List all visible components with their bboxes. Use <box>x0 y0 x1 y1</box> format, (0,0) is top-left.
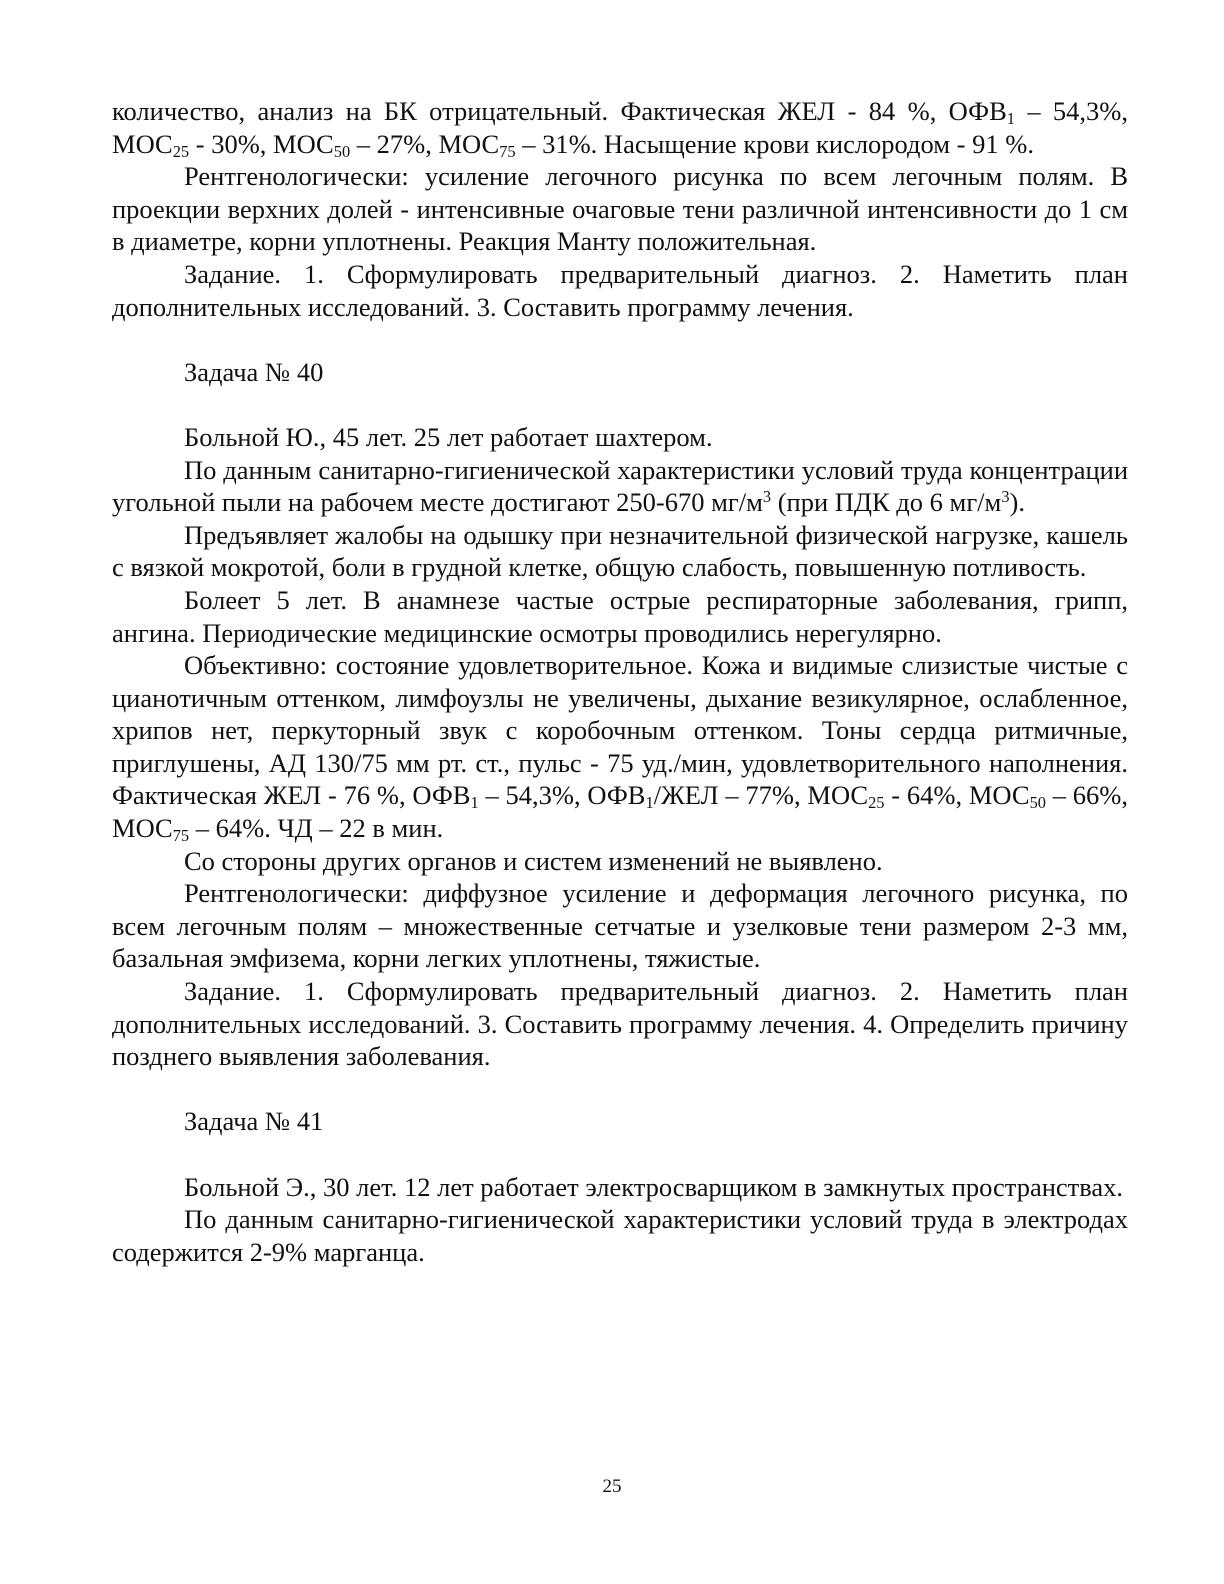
task-40-assignment: Задание. 1. Сформулировать предварительный диагноз. 2. Наметить план дополнительных исследований. 3. Составить программу лечения. 4. Определить причину позднего выявления заболевания. <box>112 976 1128 1072</box>
task-40-patient: Больной Ю., 45 лет. 25 лет работает шахтером. <box>184 421 713 452</box>
continued-paragraph-xray: Рентгенологически: усиление легочного рисунка по всем легочным полям. В проекции верхних долей - интенсивные очаговые тени различной интенсивности до 1 см в диаметре, корни уплотнены. Реакция Манту положительная. <box>112 161 1128 257</box>
spacer <box>112 323 1128 356</box>
task-40-objective: Объективно: состояние удовлетворительное. Кожа и видимые слизистые чистые с цианотичным оттенком, лимфоузлы не увеличены, дыхание везикулярное, ослабленное, хрипов нет, перкуторный звук с коробочным оттенком. Тоны сердца ритмичные, приглушены, АД 130/75 мм рт. ст., пульс - 75 уд./мин, удовлетворительного наполнения. Фактическая ЖЕЛ - 76 %, $ОФВ_1 - 54,3\%$, $ОФВ_1$/ЖЕЛ – 77%, $МОС_{25} - 64\%$, $МОС_{50} - 66\%$, $МОС_{75} - 64\%$. ЧД – 22 в мин. <box>112 650 1128 846</box>
spacer <box>112 1138 1128 1171</box>
task-40-complaints: Предъявляет жалобы на одышку при незначительной физической нагрузке, кашель с вязкой мокротой, боли в грудной клетке, общую слабость, повышенную потливость. <box>112 519 1128 583</box>
page-number: 25 <box>602 1476 622 1497</box>
continued-paragraph-results: количество, анализ на БК отрицательный. Фактическая ЖЕЛ - 84 %, $ОФВ_1 - 54,3\%$, $МОС_{25} - 30\%$, $МОС_{50} - 27\%$, $МОС_{75} - 31\%$. Насыщение крови кислородом - 91 %. <box>112 96 1129 161</box>
spacer <box>112 388 1128 421</box>
task-40-xray: Рентгенологически: диффузное усиление и деформация легочного рисунка, по всем легочным полям – множественные сетчатые и узелковые тени размером 2-3 мм, базальная эмфизема, корни легких уплотнены, тяжистые. <box>112 878 1128 974</box>
task-40-other-organs: Со стороны других органов и систем изменений не выявлено. <box>184 845 883 876</box>
task-41-patient: Больной Э., 30 лет. 12 лет работает электросварщиком в замкнутых пространствах. <box>184 1171 1124 1202</box>
task-41-conditions: По данным санитарно-гигиенической характеристики условий труда в электродах содержится 2-9% марганца. <box>112 1204 1128 1267</box>
continued-paragraph-assignment: Задание. 1. Сформулировать предварительный диагноз. 2. Наметить план дополнительных исследований. 3. Составить программу лечения. <box>112 258 1128 322</box>
task-41-heading: Задача № 41 <box>184 1106 324 1137</box>
task-40-heading: Задача № 40 <box>184 356 324 387</box>
task-40-conditions: По данным санитарно-гигиенической характеристики условий труда концентрации угольной пыли на рабочем месте достигают 250-670 $мг/м^3$ (при ПДК до 6 $мг/м^3$). <box>112 454 1128 518</box>
spacer <box>112 1073 1128 1106</box>
document-page <box>112 95 1128 1268</box>
task-40-anamnesis: Болеет 5 лет. В анамнезе частые острые респираторные заболевания, грипп, ангина. Периодические медицинские осмотры проводились нерегулярно. <box>112 584 1128 648</box>
